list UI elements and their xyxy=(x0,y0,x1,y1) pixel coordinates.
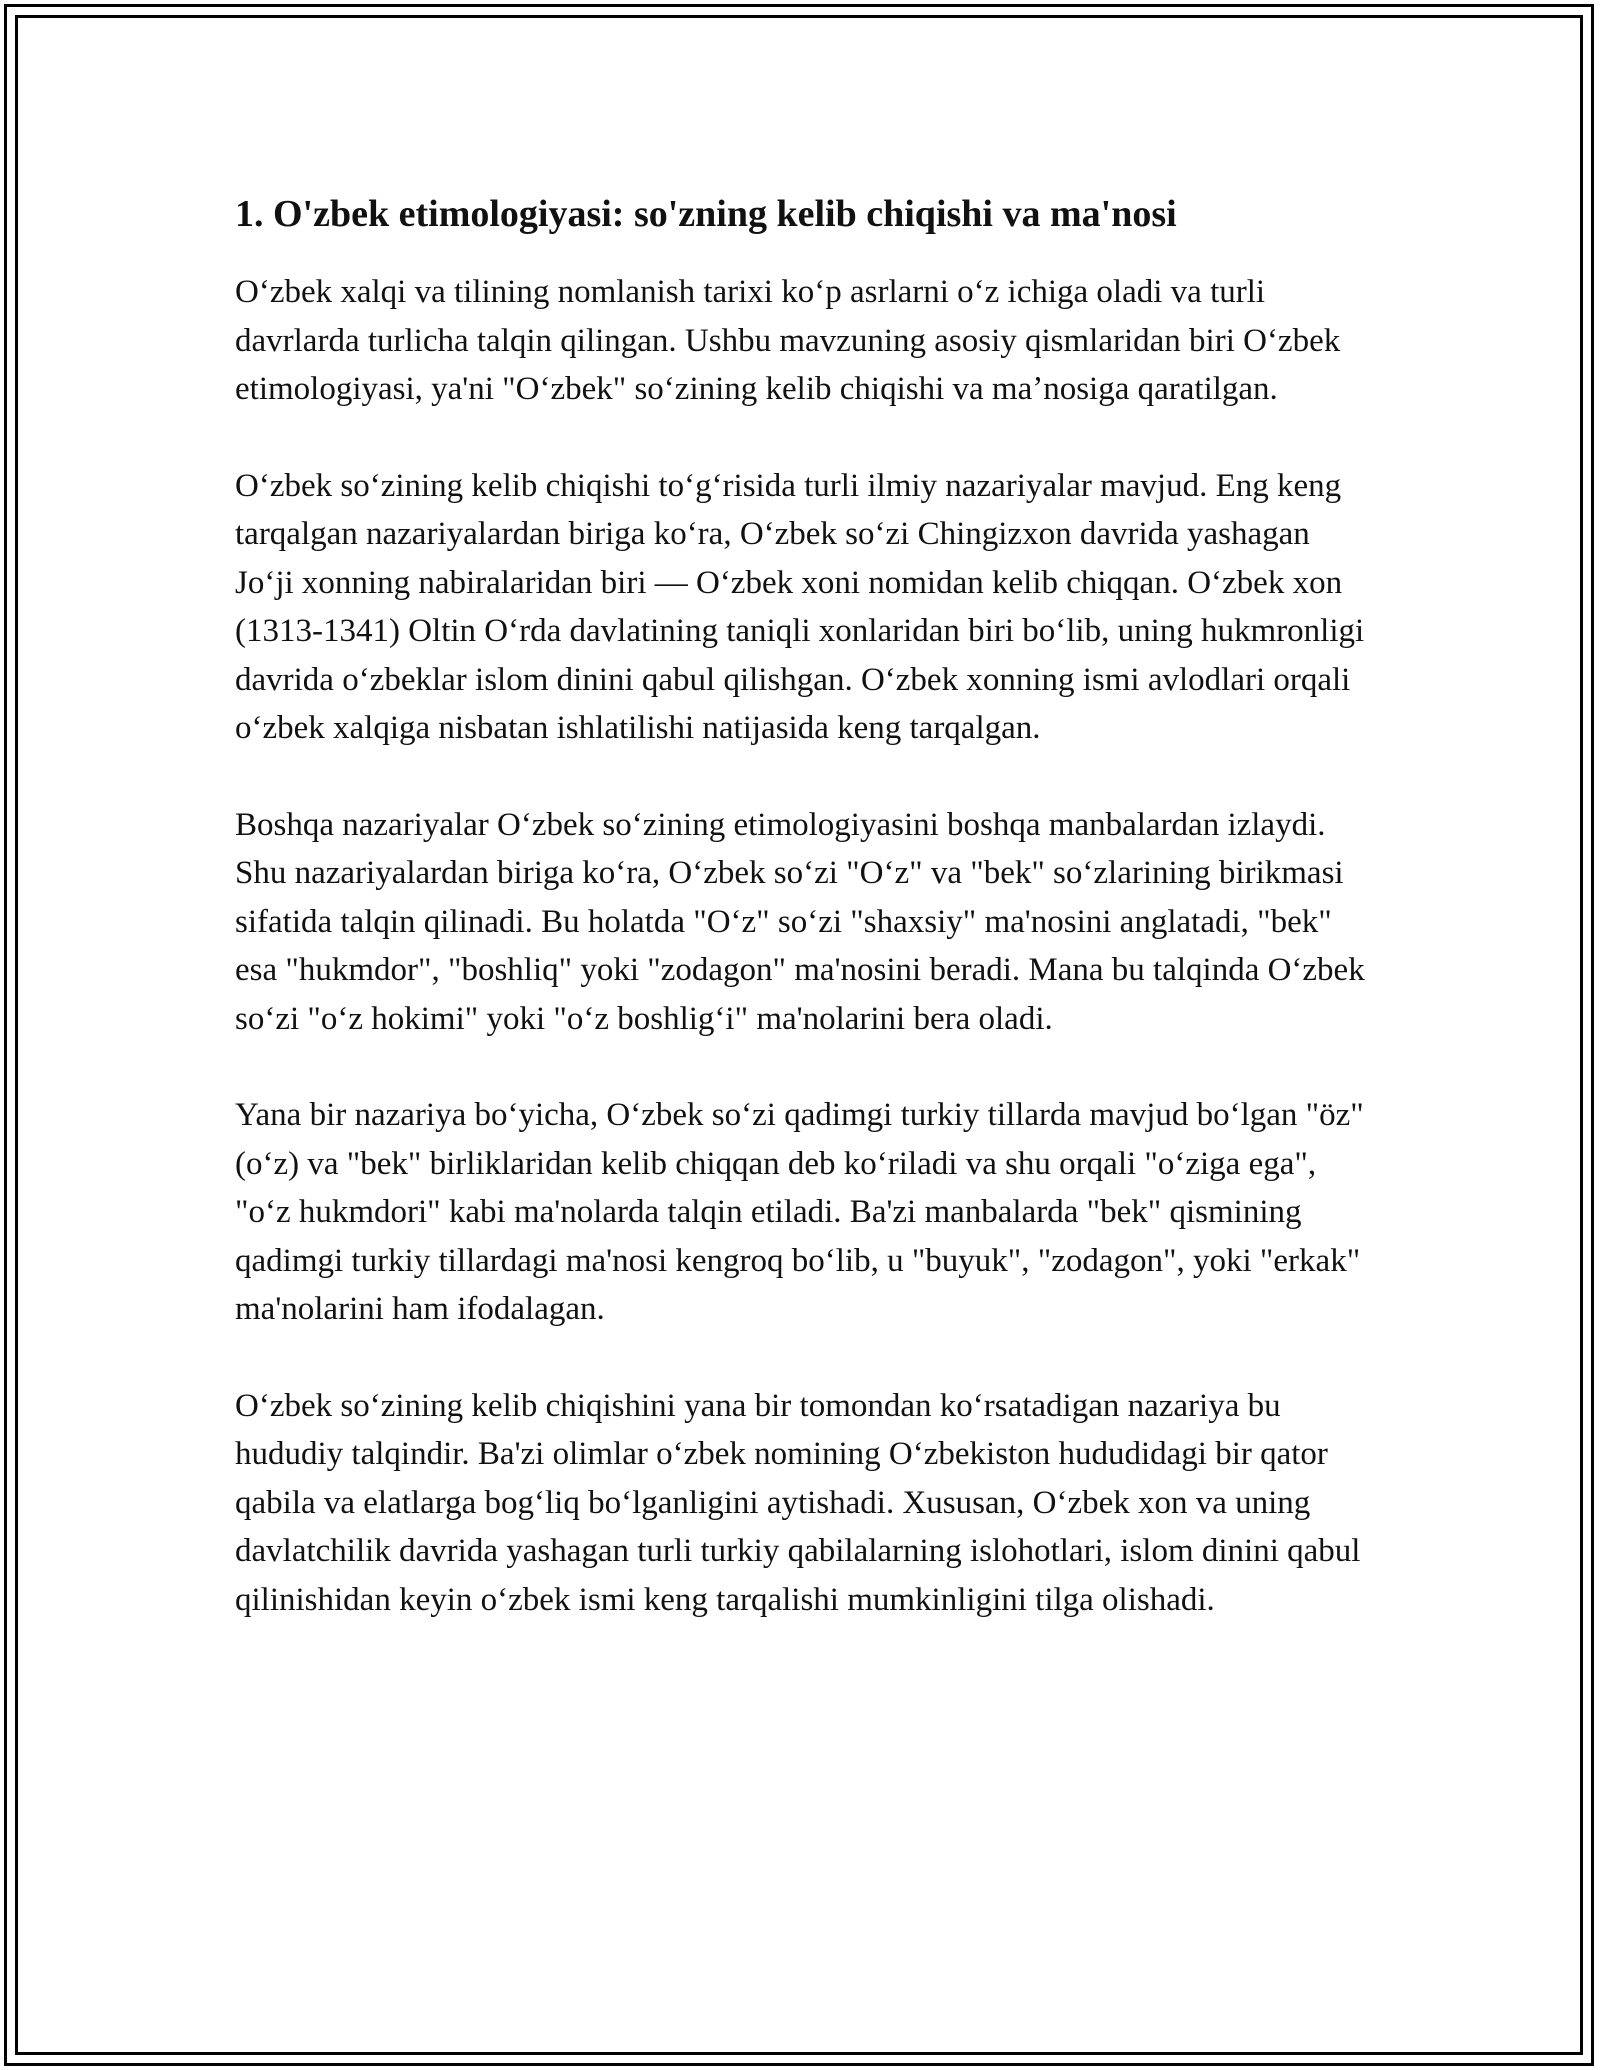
document-body xyxy=(235,188,1370,1672)
paragraph-2: Oʻzbek soʻzining kelib chiqishi toʻgʻrisida turli ilmiy nazariyalar mavjud. Eng keng tarqalgan nazariyalardan biriga koʻra, Oʻzbek soʻzi Chingizxon davrida yashagan Joʻji xonning nabiralaridan biri — Oʻzbek xoni nomidan kelib chiqqan. Oʻzbek xon (1313-1341) Oltin Oʻrda davlatining taniqli xonlaridan biri boʻlib, uning hukmronligi davrida oʻzbeklar islom dinini qabul qilishgan. Oʻzbek xonning ismi avlodlari orqali oʻzbek xalqiga nisbatan ishlatilishi natijasida keng tarqalgan. xyxy=(235,467,1365,746)
document-title: 1. O'zbek etimologiyasi: so'zning kelib chiqishi va ma'nosi xyxy=(235,193,1177,235)
paragraph-3: Boshqa nazariyalar Oʻzbek soʻzining etimologiyasini boshqa manbalardan izlaydi. Shu nazariyalardan biriga koʻra, Oʻzbek soʻzi "Oʻz" va "bek" soʻzlarining birikmasi sifatida talqin qilinadi. Bu holatda "Oʻz" soʻzi "shaxsiy" ma'nosini anglatadi, "bek" esa "hukmdor", "boshliq" yoki "zodagon" ma'nosini beradi. Mana bu talqinda Oʻzbek soʻzi "oʻz hokimi" yoki "oʻz boshligʻi" ma'nolarini bera oladi. xyxy=(235,806,1365,1037)
paragraph-1: Oʻzbek xalqi va tilining nomlanish tarixi koʻp asrlarni oʻz ichiga oladi va turli davrlarda turlicha talqin qilingan. Ushbu mavzuning asosiy qismlaridan biri Oʻzbek etimologiyasi, ya'ni "Oʻzbek" soʻzining kelib chiqishi va maʼnosiga qaratilgan. xyxy=(235,274,1341,407)
paragraph-4: Yana bir nazariya boʻyicha, Oʻzbek soʻzi qadimgi turkiy tillarda mavjud boʻlgan "öz" (oʻz) va "bek" birliklaridan kelib chiqqan deb koʻriladi va shu orqali "oʻziga ega", "oʻz hukmdori" kabi ma'nolarda talqin etiladi. Ba'zi manbalarda "bek" qismining qadimgi turkiy tillardagi ma'nosi kengroq boʻlib, u "buyuk", "zodagon", yoki "erkak" ma'nolarini ham ifodalagan. xyxy=(235,1097,1364,1327)
paragraph-5: Oʻzbek soʻzining kelib chiqishini yana bir tomondan koʻrsatadigan nazariya bu hududiy talqindir. Ba'zi olimlar oʻzbek nomining Oʻzbekiston hududidagi bir qator qabila va elatlarga bogʻliq boʻlganligini aytishadi. Xususan, Oʻzbek xon va uning davlatchilik davrida yashagan turli turkiy qabilalarning islohotlari, islom dinini qabul qilinishidan keyin oʻzbek ismi keng tarqalishi mumkinligini tilga olishadi. xyxy=(235,1387,1361,1618)
